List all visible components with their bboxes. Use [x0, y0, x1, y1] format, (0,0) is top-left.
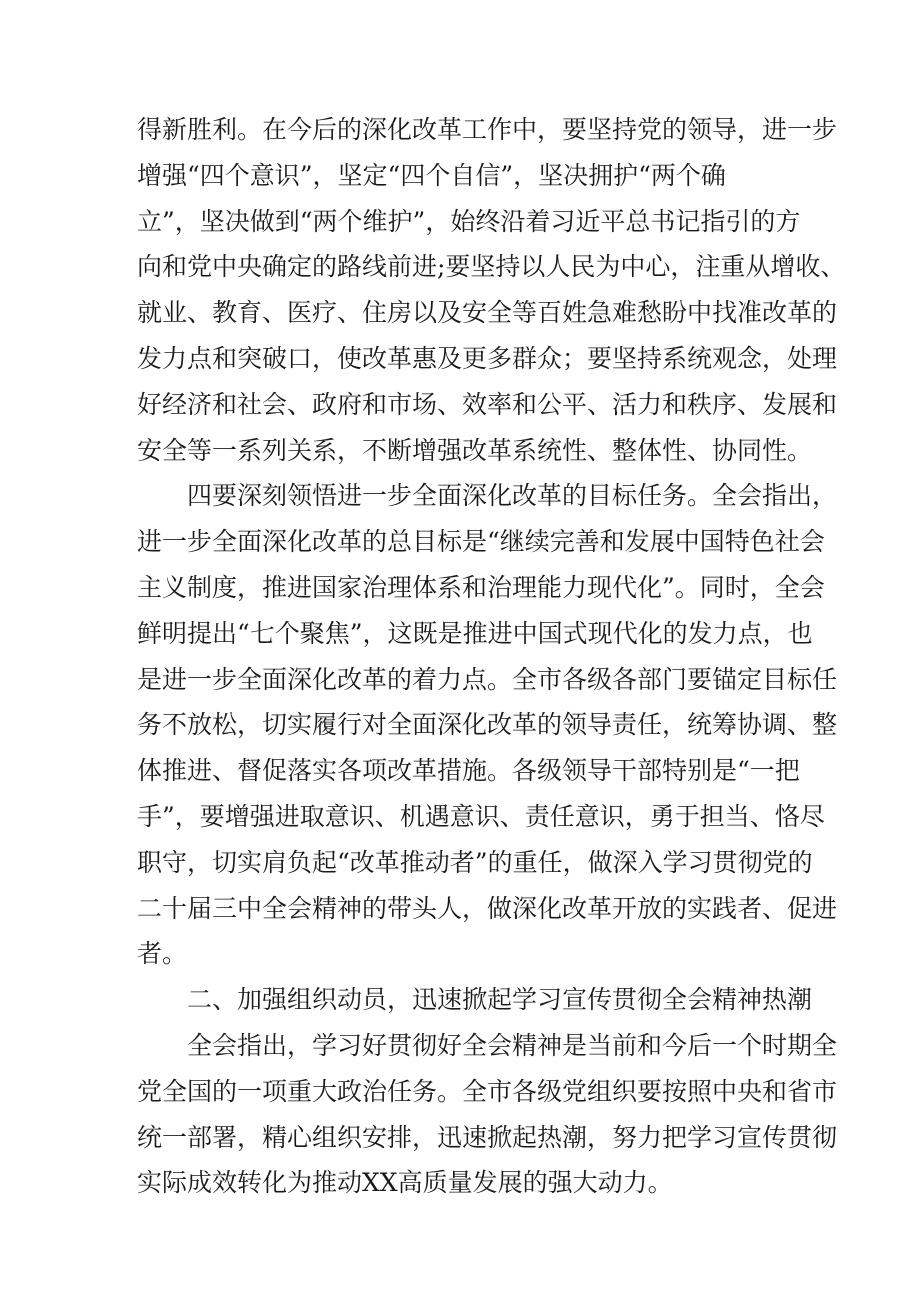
text-line: 增强“四个意识”，坚定“四个自信”，坚决拥护“两个确	[137, 160, 726, 190]
text-line: 就业、教育、医疗、住房以及安全等百姓急难愁盼中找准改革的	[137, 298, 838, 328]
text-line: 务不放松，切实履行对全面深化改革的领导责任，统筹协调、整	[137, 710, 838, 740]
text-line: 二十届三中全会精神的带头人，做深化改革开放的实践者、促进	[137, 893, 838, 923]
text-line: 向和党中央确定的路线前进;要坚持以人民为中心，注重从增收、	[137, 252, 846, 282]
text-line: 全会指出，学习好贯彻好全会精神是当前和今后一个时期全	[187, 1030, 838, 1060]
text-line: 发力点和突破口，使改革惠及更多群众；要坚持系统观念，处理	[137, 343, 838, 373]
text-line: 安全等一系列关系，不断增强改革系统性、整体性、协同性。	[137, 435, 813, 465]
text-line: 手”，要增强进取意识、机遇意识、责任意识，勇于担当、恪尽	[137, 801, 825, 831]
text-line: 职守，切实肩负起“改革推动者”的重任，做深入学习贯彻党的	[137, 847, 813, 877]
text-line: 实际成效转化为推动XX高质量发展的强大动力。	[137, 1168, 673, 1198]
text-line: 鲜明提出“七个聚焦”，这既是推进中国式现代化的发力点，也	[137, 618, 813, 648]
text-line: 统一部署，精心组织安排，迅速掀起热潮，努力把学习宣传贯彻	[137, 1122, 838, 1152]
text-line: 四要深刻领悟进一步全面深化改革的目标任务。全会指出，	[187, 481, 838, 511]
text-line: 主义制度，推进国家治理体系和治理能力现代化”。同时，全会	[137, 572, 825, 602]
text-line: 好经济和社会、政府和市场、效率和公平、活力和秩序、发展和	[137, 389, 838, 419]
text-line: 者。	[137, 939, 188, 969]
document-body	[137, 107, 846, 1206]
text-line: 二、加强组织动员，迅速掀起学习宣传贯彻全会精神热潮	[187, 985, 813, 1015]
text-line: 得新胜利。在今后的深化改革工作中，要坚持党的领导，进一步	[137, 115, 838, 144]
text-line: 立”，坚决做到“两个维护”，始终沿着习近平总书记指引的方	[137, 206, 801, 236]
text-line: 体推进、督促落实各项改革措施。各级领导干部特别是“一把	[137, 756, 800, 786]
text-line: 进一步全面深化改革的总目标是“继续完善和发展中国特色社会	[137, 527, 825, 557]
text-line: 党全国的一项重大政治任务。全市各级党组织要按照中央和省市	[137, 1076, 838, 1106]
text-line: 是进一步全面深化改革的着力点。全市各级各部门要锚定目标任	[137, 664, 838, 694]
